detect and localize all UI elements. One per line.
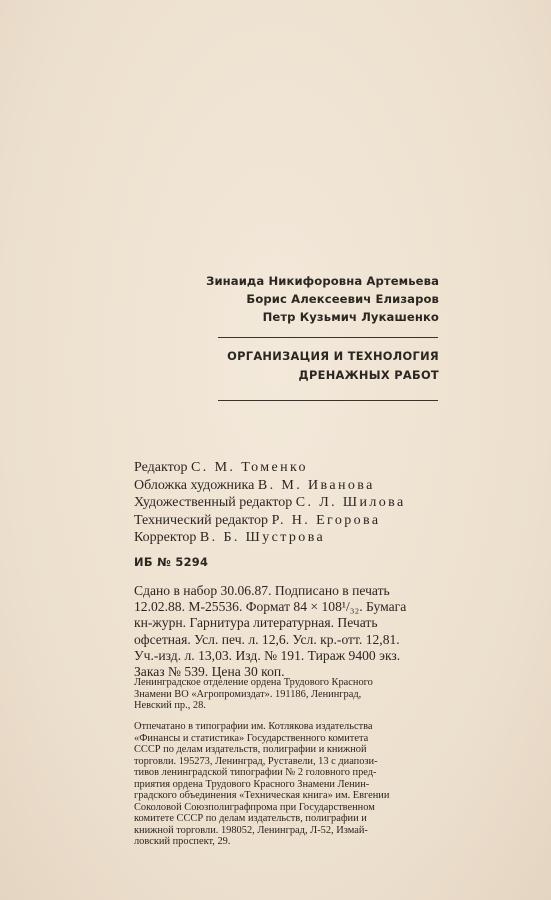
publisher-block [134, 677, 444, 712]
printer-line: Отпечатано в типографии им. Котлякова издательства [134, 721, 373, 732]
publisher-line: Невский пр., 28. [134, 700, 206, 711]
imprint-line: Сдано в набор 30.06.87. Подписано в печать [134, 583, 390, 598]
author-name: Петр Кузьмич Лукашенко [262, 310, 439, 324]
imprint-line: Уч.-изд. л. 13,03. Изд. № 191. Тираж 9400 экз. [134, 647, 401, 663]
book-title-line: ДРЕНАЖНЫХ РАБОТ [298, 368, 439, 382]
credit-role: Художественный редактор [134, 495, 293, 511]
printer-line: градского объединения «Техническая книга» им. Евгении [134, 790, 390, 801]
author-name: Борис Алексеевич Елизаров [246, 292, 439, 306]
imprint-line: 12.02.88. М-25536. Формат 84 × 108¹/₃₂. Бумага [134, 599, 407, 615]
ib-number: ИБ № 5294 [134, 555, 209, 569]
credit-name: Р. Н. Егорова [271, 512, 381, 528]
printer-line: приятия ордена Трудового Красного Знамени Ленин- [134, 778, 370, 790]
author-name: Зинаида Никифоровна Артемьева [206, 274, 439, 288]
credit-role: Обложка художника [134, 477, 255, 493]
publisher-line: Ленинградское отделение ордена Трудового Красного [134, 677, 373, 688]
credit-role: Редактор [134, 460, 188, 475]
imprint-block [134, 583, 444, 680]
credit-name: С. Л. Шилова [295, 495, 406, 511]
credit-name: С. М. Томенко [191, 460, 308, 475]
credit-name: В. Б. Шустрова [199, 530, 326, 546]
book-title [227, 347, 439, 385]
publisher-line: Знамени ВО «Агропромиздат». 191186, Ленинград, [134, 688, 362, 700]
title-rule-bottom [218, 400, 438, 401]
printer-line: книжной торговли. 198052, Ленинград, Л-52, Измай- [134, 824, 368, 836]
imprint-line: кн-журн. Гарнитура литературная. Печать [134, 615, 378, 631]
credit-line [134, 459, 406, 477]
credit-line [134, 494, 406, 512]
credit-line [134, 512, 406, 530]
credits-block [134, 459, 406, 547]
credit-role: Технический редактор [134, 512, 269, 528]
printer-line: ловский проспект, 29. [134, 836, 231, 847]
author-list [206, 272, 439, 326]
printer-block [134, 721, 444, 848]
printer-line: комитете СССР по делам издательств, полиграфии и [134, 813, 367, 824]
title-rule-top [218, 337, 438, 338]
printer-line: «Финансы и статистика» Государственного комитета [134, 732, 369, 744]
printer-line: тивов ленинградской типографии № 2 головного пред- [134, 767, 377, 778]
imprint-line: Заказ № 539. Цена 30 коп. [134, 664, 285, 680]
printer-line: Соколовой Союзполиграфпрома при Государственном [134, 801, 375, 813]
credit-name: В. М. Иванова [257, 477, 375, 493]
credit-line [134, 477, 406, 495]
printer-line: СССР по делам издательств, полиграфии и книжной [134, 744, 367, 755]
credit-role: Корректор [134, 530, 197, 546]
credit-line [134, 529, 406, 547]
printer-line: торговли. 195273, Ленинград, Руставели, 13 с диапози- [134, 755, 378, 767]
book-title-line: ОРГАНИЗАЦИЯ И ТЕХНОЛОГИЯ [227, 349, 439, 363]
imprint-line: офсетная. Усл. печ. л. 12,6. Усл. кр.-отт. 12,81. [134, 631, 400, 647]
